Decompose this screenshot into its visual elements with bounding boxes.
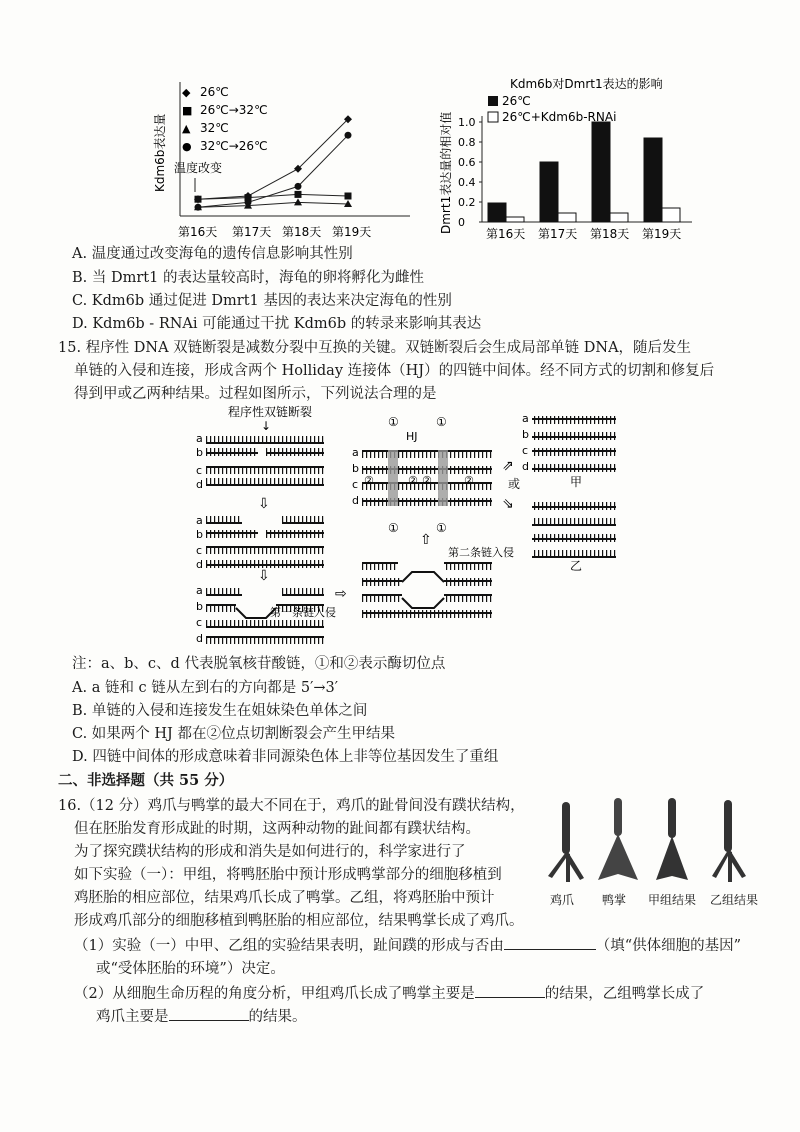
chicken-foot-image <box>548 802 584 882</box>
legend-marker-circle: ● <box>182 140 192 153</box>
line-point-3 <box>195 204 202 211</box>
answer-blank-1[interactable] <box>504 949 596 950</box>
line-chart <box>140 74 420 246</box>
svg-text:b: b <box>522 428 529 441</box>
x-tick: 第18天 <box>282 225 322 239</box>
q15-option-d: D. 四链中间体的形成意味着非同源染色体上非等位基因发生了重组 <box>72 749 499 765</box>
q15-option-a: A. a 链和 c 链从左到右的方向都是 5′→3′ <box>72 680 339 696</box>
line-point-3 <box>345 132 352 139</box>
svg-text:②: ② <box>422 474 432 487</box>
x-tick: 第16天 <box>178 225 218 239</box>
legend-marker-triangle: ▲ <box>182 122 191 135</box>
q15-stem-2: 单链的入侵和连接，形成含两个 Holliday 连接体（HJ）的四链中间体。经不同方式的切割和修复后 <box>74 363 715 379</box>
svg-text:d: d <box>522 460 529 473</box>
line-chart-ylabel: Kdm6b表达量 <box>153 113 167 192</box>
x-tick: 第18天 <box>590 227 630 241</box>
duck-foot-image <box>598 798 638 880</box>
svg-text:c: c <box>352 478 359 491</box>
svg-text:⇨: ⇨ <box>335 586 347 602</box>
line-point-1 <box>195 196 202 203</box>
section-2-heading: 二、非选择题（共 55 分） <box>58 772 234 789</box>
bar-1-1 <box>558 213 576 222</box>
legend-marker-diamond: ◆ <box>182 86 191 99</box>
legend-26-32: 26℃→32℃ <box>200 103 268 117</box>
svg-text:②: ② <box>464 474 474 487</box>
result-jia: 甲 <box>570 475 583 489</box>
q15-option-b: B. 单链的入侵和连接发生在姐妹染色单体之间 <box>72 703 368 719</box>
line-chart-annotation: 温度改变 <box>174 161 223 175</box>
q14-option-d: D. Kdm6b - RNAi 可能通过干扰 Kdm6b 的转录来影响其表达 <box>72 316 482 332</box>
svg-text:⇧: ⇧ <box>420 532 432 548</box>
q16-part2-line1: （2）从细胞生命历程的角度分析，甲组鸡爪长成了鸭掌主要是 的结果，乙组鸭掌长成了 <box>74 986 705 1002</box>
y-tick: 0 <box>458 216 465 229</box>
line-point-3 <box>245 199 252 206</box>
svg-text:②: ② <box>408 474 418 487</box>
svg-text:a: a <box>352 446 359 459</box>
line-point-3 <box>295 183 302 190</box>
q16-part2-line2: 鸡爪主要是 的结果。 <box>96 1009 307 1025</box>
x-tick: 第17天 <box>538 227 578 241</box>
svg-text:a: a <box>196 584 203 597</box>
q16-line-6: 形成鸡爪部分的细胞移植到鸭胚胎的相应部位，结果鸭掌长成了鸡爪。 <box>74 913 524 929</box>
line-point-1 <box>295 191 302 198</box>
x-tick: 第19天 <box>332 225 372 239</box>
svg-text:d: d <box>352 494 359 507</box>
legend-swatch-26 <box>488 96 498 106</box>
q16-line-3: 为了探究蹼状结构的形成和消失是如何进行的，科学家进行了 <box>74 844 466 860</box>
y-tick: 0.6 <box>458 156 476 169</box>
x-tick: 第17天 <box>232 225 272 239</box>
svg-text:⇘: ⇘ <box>502 496 514 512</box>
site1-top-left: ① <box>388 415 399 429</box>
svg-text:②: ② <box>364 474 374 487</box>
fig-title: 程序性双链断裂 <box>228 405 313 419</box>
svg-text:c: c <box>522 444 529 457</box>
holliday-diagram <box>190 404 620 652</box>
legend-32: 32℃ <box>200 121 229 135</box>
svg-text:d: d <box>196 478 203 491</box>
answer-blank-2[interactable] <box>475 997 545 998</box>
q16-line-2: 但在胚胎发育形成趾的时期，这两种动物的趾间都有蹼状结构。 <box>74 821 480 837</box>
svg-text:c: c <box>196 464 203 477</box>
site1-bottom-left: ① <box>388 521 399 535</box>
bar-0-3 <box>644 138 662 222</box>
bar-1-3 <box>662 208 680 222</box>
bar-legend-26: 26℃ <box>502 94 531 108</box>
q15-stem-1: 15. 程序性 DNA 双链断裂是减数分裂中互换的关键。双链断裂后会生成局部单链 DNA，随后发生 <box>58 340 692 356</box>
site1-top-right: ① <box>436 415 447 429</box>
y-tick: 0.8 <box>458 136 476 149</box>
q15-stem-3: 得到甲或乙两种结果。过程如图所示，下列说法合理的是 <box>74 386 437 402</box>
q14-option-a: A. 温度通过改变海龟的遗传信息影响其性别 <box>72 246 353 262</box>
bar-1-0 <box>506 217 524 222</box>
q15-option-c: C. 如果两个 HJ 都在②位点切割断裂会产生甲结果 <box>72 726 395 742</box>
line-point-1 <box>345 193 352 200</box>
q16-line-1: 16.（12 分）鸡爪与鸭掌的最大不同在于，鸡爪的趾骨间没有蹼状结构， <box>58 798 525 814</box>
group-jia-image <box>656 798 688 880</box>
svg-text:鸡爪: 鸡爪 <box>550 893 575 907</box>
svg-text:c: c <box>196 544 203 557</box>
first-invasion-label: 第一条链入侵 <box>270 606 336 619</box>
bar-0-0 <box>488 203 506 222</box>
bar-0-1 <box>540 162 558 222</box>
answer-blank-3[interactable] <box>169 1020 249 1021</box>
line-point-2 <box>294 198 302 205</box>
x-tick: 第16天 <box>486 227 526 241</box>
site1-bottom-right: ① <box>436 521 447 535</box>
line-legend <box>182 85 268 153</box>
line-series-1 <box>198 194 348 199</box>
y-tick: 0.2 <box>458 196 476 209</box>
svg-text:乙组结果: 乙组结果 <box>710 893 759 907</box>
svg-text:b: b <box>196 446 203 459</box>
svg-text:c: c <box>196 616 203 629</box>
legend-marker-square: ■ <box>182 104 193 117</box>
svg-text:a: a <box>522 412 529 425</box>
q14-option-b: B. 当 Dmrt1 的表达量较高时，海龟的卵将孵化为雌性 <box>72 270 424 286</box>
q15-note: 注：a、b、c、d 代表脱氧核苷酸链，①和②表示酶切位点 <box>72 656 446 672</box>
svg-text:⇗: ⇗ <box>502 458 514 474</box>
svg-text:a: a <box>196 432 203 445</box>
bar-chart-title: Kdm6b对Dmrt1表达的影响 <box>510 77 663 91</box>
svg-text:b: b <box>352 462 359 475</box>
svg-text:d: d <box>196 632 203 645</box>
x-tick: 第19天 <box>642 227 682 241</box>
legend-swatch-rnai <box>488 112 498 122</box>
svg-text:⇩: ⇩ <box>258 568 270 584</box>
bar-chart <box>430 74 700 246</box>
svg-text:b: b <box>196 528 203 541</box>
result-yi: 乙 <box>570 559 583 573</box>
bar-chart-ylabel: Dmrt1表达量的相对值 <box>439 111 453 234</box>
bar-legend-rnai: 26℃+Kdm6b-RNAi <box>502 110 617 124</box>
feet-images <box>540 796 780 912</box>
svg-text:甲组结果: 甲组结果 <box>648 893 697 907</box>
second-invasion-label: 第二条链入侵 <box>448 546 514 559</box>
legend-26: 26℃ <box>200 85 229 99</box>
svg-text:↓: ↓ <box>261 419 272 433</box>
q14-option-c: C. Kdm6b 通过促进 Dmrt1 基因的表达来决定海龟的性别 <box>72 293 452 309</box>
or-label: 或 <box>508 477 521 491</box>
q16-part1-line2: 或“受体胚胎的环境”）决定。 <box>96 961 285 977</box>
q16-line-5: 鸡胚胎的相应部位，结果鸡爪长成了鸭掌。乙组，将鸡胚胎中预计 <box>74 890 495 906</box>
q16-line-4: 如下实验（一）：甲组，将鸭胚胎中预计形成鸭掌部分的细胞移植到 <box>74 867 502 883</box>
y-tick: 1.0 <box>458 116 476 129</box>
svg-text:a: a <box>196 514 203 527</box>
legend-32-26: 32℃→26℃ <box>200 139 268 153</box>
bar-1-2 <box>610 213 628 222</box>
hj-label: HJ <box>406 430 418 443</box>
bar-0-2 <box>592 122 610 222</box>
q16-part1-line1: （1）实验（一）中甲、乙组的实验结果表明，趾间蹼的形成与否由 （填“供体细胞的基因” <box>74 938 742 954</box>
svg-text:d: d <box>196 558 203 571</box>
svg-text:鸭掌: 鸭掌 <box>602 893 627 907</box>
y-tick: 0.4 <box>458 176 476 189</box>
svg-text:⇩: ⇩ <box>258 496 270 512</box>
svg-text:b: b <box>196 600 203 613</box>
group-yi-image <box>712 800 746 882</box>
